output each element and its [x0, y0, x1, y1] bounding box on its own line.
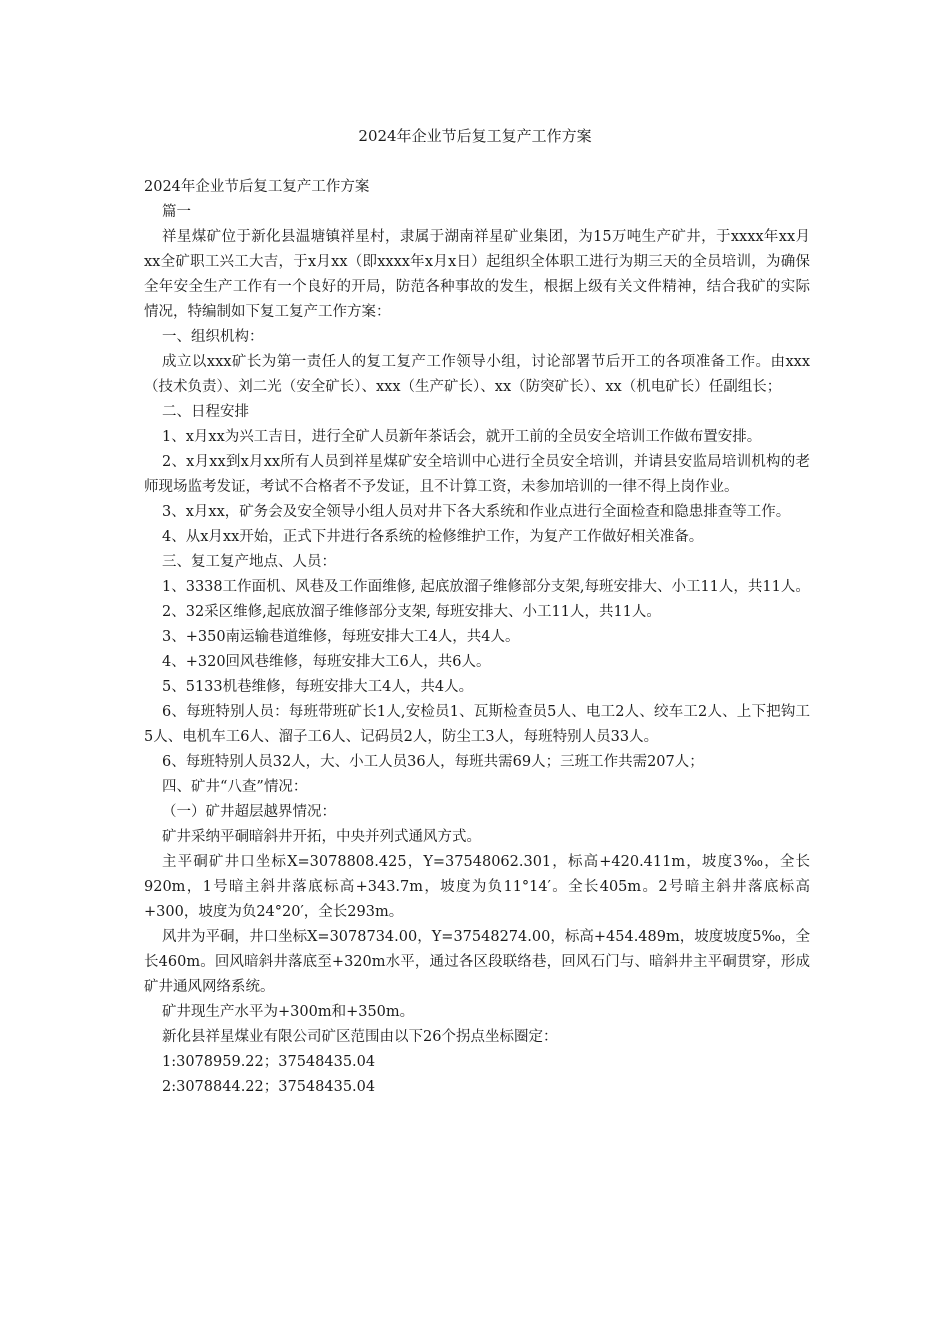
body-paragraph: 3、+350南运输巷道维修，每班安排大工4人，共4人。 [162, 629, 520, 645]
body-paragraph: 成立以xxx矿长为第一责任人的复工复产工作领导小组，讨论部署节后开工的各项准备工作。由xxx（技术负责）、刘二光（安全矿长）、xxx（生产矿长）、xx（防突矿长）、xx（机电矿长）任副组长； [144, 354, 810, 395]
body-paragraph: 篇一 [162, 204, 191, 220]
body-paragraph: 一、组织机构： [162, 329, 264, 345]
body-paragraph: 6、每班特别人员：每班带班矿长1人,安检员1、瓦斯检查员5人、电工2人、绞车工2人、上下把钩工5人、电机车工6人、溜子工6人、记码员2人，防尘工3人，每班特别人员33人。 [144, 704, 810, 745]
body-paragraph: 主平硐矿井口坐标X=3078808.425，Y=37548062.301，标高+420.411m，坡度3‰，全长920m，1号暗主斜井落底标高+343.7m，坡度为负11°14′。全长405m。2号暗主斜井落底标高+300，坡度为负24°20′，全长293m。 [144, 854, 810, 920]
body-paragraph: 新化县祥星煤业有限公司矿区范围由以下26个拐点坐标圈定： [162, 1029, 558, 1045]
body-paragraph: 2、x月xx到x月xx所有人员到祥星煤矿安全培训中心进行全员安全培训，并请县安监局培训机构的老师现场监考发证，考试不合格者不予发证，且不计算工资，未参加培训的一律不得上岗作业。 [144, 454, 810, 495]
body-paragraph: 矿井现生产水平为+300m和+350m。 [162, 1004, 415, 1020]
document-body [144, 175, 810, 1100]
body-paragraph: 3、x月xx，矿务会及安全领导小组人员对井下各大系统和作业点进行全面检查和隐患排查等工作。 [162, 504, 791, 520]
document-title: 2024年企业节后复工复产工作方案 [358, 127, 592, 145]
body-paragraph: 祥星煤矿位于新化县温塘镇祥星村，隶属于湖南祥星矿业集团，为15万吨生产矿井，于xxxx年xx月xx全矿职工兴工大吉，于x月xx（即xxxx年x月x日）起组织全体职工进行为期三天的全员培训，为确保全年安全生产工作有一个良好的开局，防范各种事故的发生，根据上级有关文件精神，结合我矿的实际情况，特编制如下复工复产工作方案： [144, 229, 810, 320]
document-subtitle: 2024年企业节后复工复产工作方案 [144, 179, 370, 195]
body-paragraph: 矿井采纳平硐暗斜井开拓，中央并列式通风方式。 [162, 829, 481, 845]
body-paragraph: （一）矿井超层越界情况： [162, 804, 336, 820]
body-paragraph: 风井为平硐，井口坐标X=3078734.00，Y=37548274.00，标高+454.489m，坡度坡度5‰，全长460m。回风暗斜井落底至+320m水平，通过各区段联络巷，回风石门与、暗斜井主平硐贯穿，形成矿井通风网络系统。 [144, 929, 810, 995]
body-paragraph: 2:3078844.22；37548435.04 [162, 1079, 376, 1095]
body-paragraph: 二、日程安排 [162, 404, 249, 420]
body-paragraph: 1:3078959.22；37548435.04 [162, 1054, 376, 1070]
body-paragraph: 三、复工复产地点、人员： [162, 554, 336, 570]
body-paragraph: 2、32采区维修,起底放溜子维修部分支架, 每班安排大、小工11人，共11人。 [162, 604, 661, 620]
body-paragraph: 4、+320回风巷维修，每班安排大工6人，共6人。 [162, 654, 491, 670]
body-paragraph: 1、3338工作面机、风巷及工作面维修, 起底放溜子维修部分支架,每班安排大、小工11人，共11人。 [162, 579, 810, 595]
body-paragraph: 4、从x月xx开始，正式下井进行各系统的检修维护工作，为复产工作做好相关准备。 [162, 529, 704, 545]
body-paragraph: 6、每班特别人员32人，大、小工人员36人，每班共需69人；三班工作共需207人； [162, 754, 704, 770]
body-paragraph: 四、矿井“八查”情况： [162, 779, 308, 795]
body-paragraph: 5、5133机巷维修，每班安排大工4人，共4人。 [162, 679, 474, 695]
body-paragraph: 1、x月xx为兴工吉日，进行全矿人员新年茶话会，就开工前的全员安全培训工作做布置安排。 [162, 429, 762, 445]
